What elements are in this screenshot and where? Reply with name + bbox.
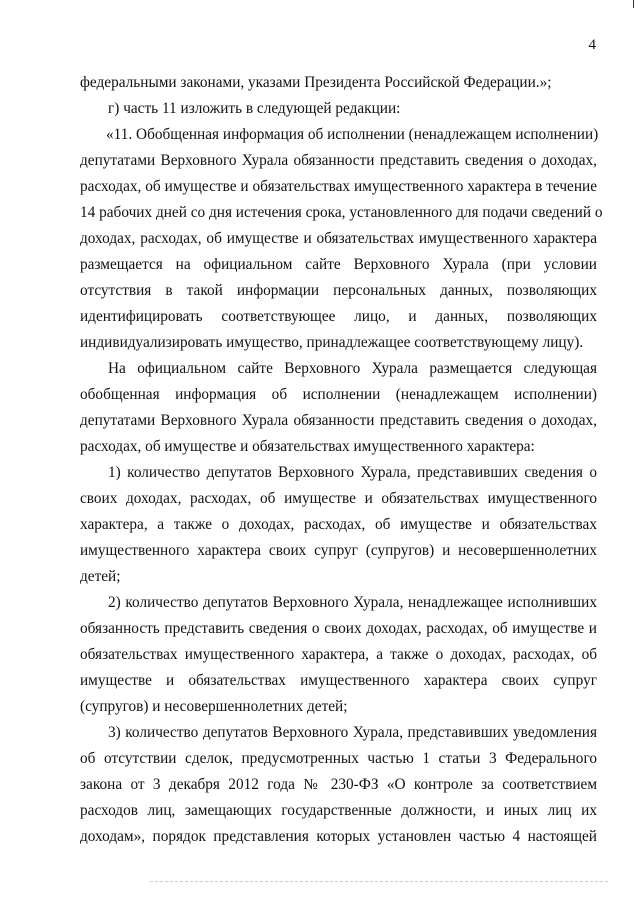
text-line: расходах, об имуществе и обязательствах имущественного характера: xyxy=(80,438,535,455)
text-line: имущественного характера своих супруг (супругов) и несовершеннолетних xyxy=(80,542,597,559)
text-line: «11. Обобщенная информация об исполнении (ненадлежащем исполнении) xyxy=(106,126,599,143)
text-line: 3) количество депутатов Верховного Хурала, представивших уведомления xyxy=(108,724,597,741)
text-line: отсутствия в такой информации персональных данных, позволяющих xyxy=(80,282,597,299)
text-line: размещается на официальном сайте Верховного Хурала (при условии xyxy=(80,256,597,273)
text-line: доходам», порядок представления которых установлен частью 4 настоящей xyxy=(80,828,597,845)
text-line: 14 рабочих дней со дня истечения срока, установленного для подачи сведений о xyxy=(80,204,603,221)
text-line: расходов лиц, замещающих государственные должности, и иных лиц их xyxy=(80,802,597,819)
scan-edge-line xyxy=(150,881,608,882)
text-line: обобщенная информация об исполнении (ненадлежащем исполнении) xyxy=(80,386,597,403)
text-line: закона от 3 декабря 2012 года № 230-ФЗ «О контроле за соответствием xyxy=(80,776,597,793)
text-line: обязанность представить сведения о своих доходах, расходах, об имуществе и xyxy=(80,620,597,637)
text-line: депутатами Верховного Хурала обязанности представить сведения о доходах, xyxy=(80,152,597,169)
text-line: идентифицировать соответствующее лицо, и данных, позволяющих xyxy=(80,308,597,325)
text-line: 1) количество депутатов Верховного Хурала, представивших сведения о xyxy=(108,464,597,481)
text-line: федеральными законами, указами Президента Российской Федерации.»; xyxy=(80,74,552,91)
text-line: имуществе и обязательствах имущественного характера своих супруг xyxy=(80,672,597,689)
text-line: об отсутствии сделок, предусмотренных частью 1 статьи 3 Федерального xyxy=(80,750,597,767)
text-line: доходах, расходах, об имуществе и обязательствах имущественного характера xyxy=(80,230,597,247)
page-corner-mark xyxy=(633,0,634,8)
text-line: своих доходах, расходах, об имуществе и обязательствах имущественного xyxy=(80,490,597,507)
text-line: детей; xyxy=(80,568,121,585)
document-body xyxy=(80,70,603,850)
text-line: обязательствах имущественного характера, а также о доходах, расходах, об xyxy=(80,646,597,663)
text-line: 2) количество депутатов Верховного Хурала, ненадлежащее исполнивших xyxy=(108,594,597,611)
text-line: характера, а также о доходах, расходах, об имуществе и обязательствах xyxy=(80,516,597,533)
text-line: (супругов) и несовершеннолетних детей; xyxy=(80,698,348,715)
page-number: 4 xyxy=(588,37,596,53)
text-line: индивидуализировать имущество, принадлежащее соответствующему лицу). xyxy=(80,334,584,351)
text-line: На официальном сайте Верховного Хурала размещается следующая xyxy=(108,360,597,377)
text-line: расходах, об имуществе и обязательствах имущественного характера в течение xyxy=(80,178,597,195)
text-line: г) часть 11 изложить в следующей редакции: xyxy=(108,100,401,117)
text-line: депутатами Верховного Хурала обязанности представить сведения о доходах, xyxy=(80,412,597,429)
